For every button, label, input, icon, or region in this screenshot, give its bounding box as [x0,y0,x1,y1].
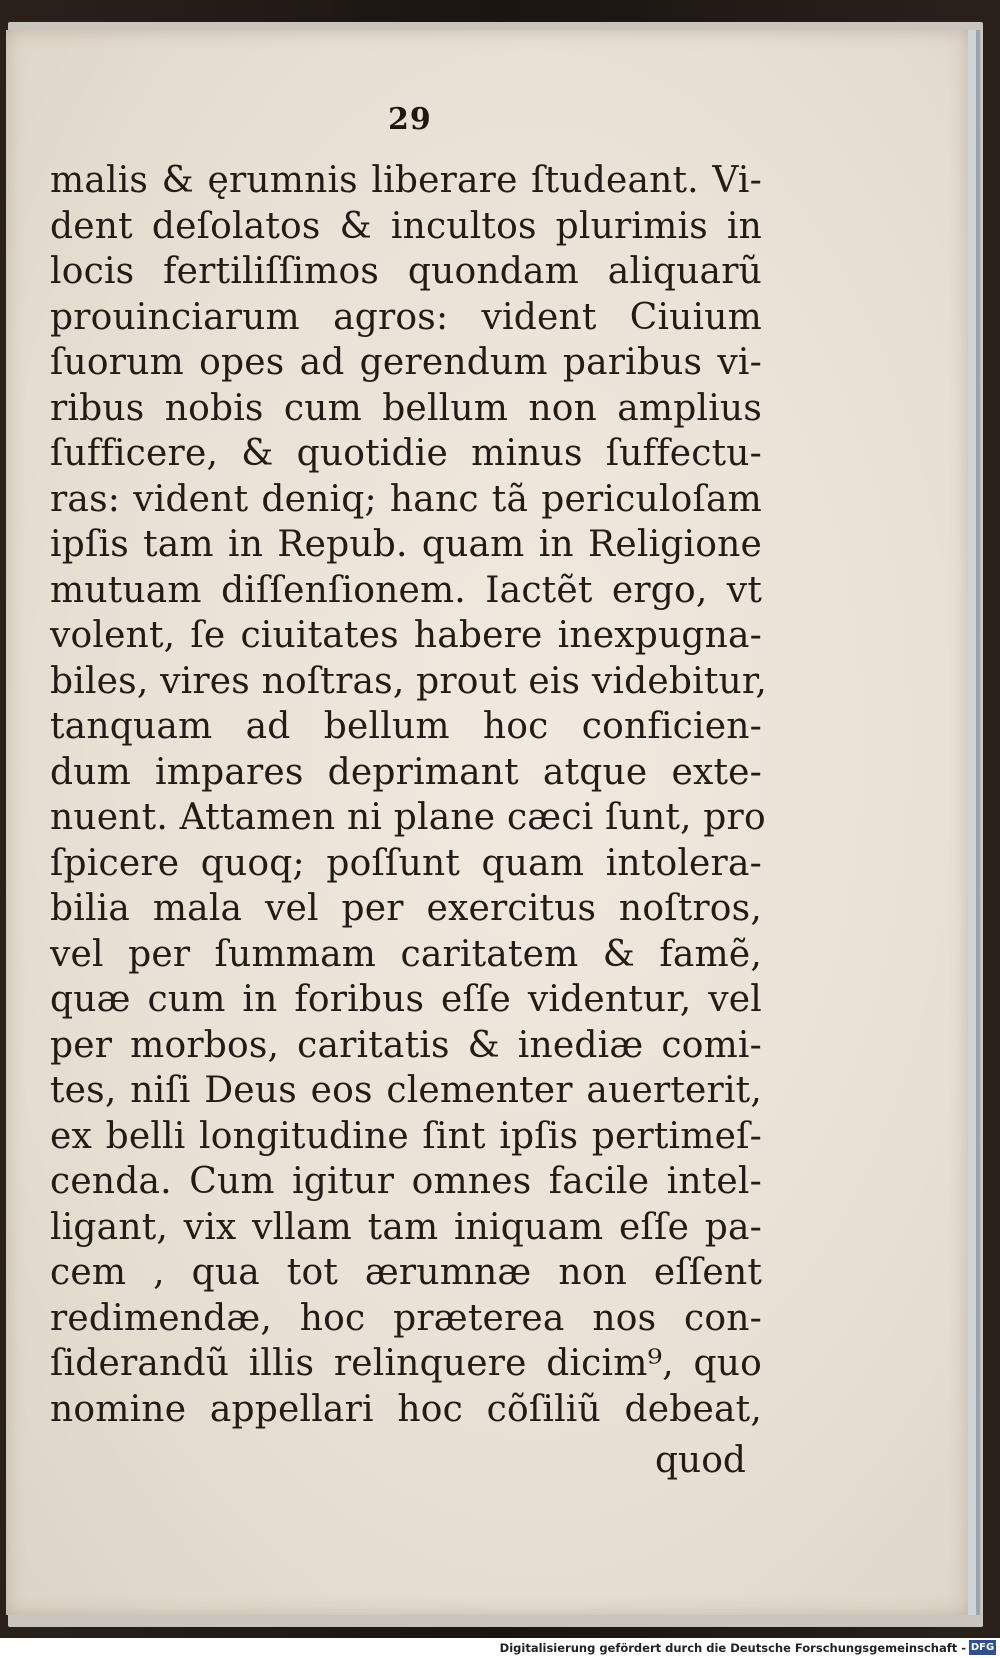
text-line: per morbos, caritatis & inediæ comi- [50,1024,762,1066]
text-line: prouinciarum agros: vident Ciuium [50,296,762,338]
text-line: nomine appellari hoc cõſiliũ debeat, [50,1388,762,1430]
text-line: cenda. Cum igitur omnes facile intel- [50,1161,762,1202]
text-line: tanquam ad bellum hoc conficien- [50,706,762,747]
text-line: dent deſolatos & incultos plurimis in [50,205,762,247]
text-line: nuent. Attamen ni plane cæci ſunt, pro [50,797,766,838]
text-line: tes, niſi Deus eos clementer auerterit, [50,1070,762,1111]
text-line: quæ cum in foribus eſſe videntur, vel [50,979,762,1020]
text-line: bilia mala vel per exercitus noſtros, [50,888,762,929]
page-number: 29 [388,102,432,137]
text-line: vel per ſummam caritatem & famẽ, [50,933,762,975]
footer-credit: Digitalisierung gefördert durch die Deutsche Forschungsgemeinschaft - [499,1641,966,1655]
text-line: biles, vires noſtras, prout eis videbitur, [50,660,767,702]
text-line: ribus nobis cum bellum non amplius [50,387,762,429]
text-line: malis & ęrumnis liberare ſtudeant. Vi- [50,160,762,201]
catchword: quod [655,1440,746,1481]
text-line: volent, ſe ciuitates habere inexpugna- [50,615,762,656]
text-line: ſuorum opes ad gerendum paribus vi- [50,342,762,383]
text-line: dum impares deprimant atque exte- [50,751,762,793]
text-line: locis fertiliſſimos quondam aliquarũ [50,251,762,292]
text-line: ex belli longitudine ſint ipſis pertimeſ- [50,1115,762,1157]
text-line: ſpicere quoq; poſſunt quam intolera- [50,842,762,884]
text-line: redimendæ, hoc præterea nos con- [50,1297,762,1339]
text-line: ras: vident deniq; hanc tã periculoſam [50,478,762,520]
text-line: ligant, vix vllam tam iniquam eſſe pa- [50,1206,762,1248]
text-line: ſufficere, & quotidie minus ſuffectu- [50,433,762,474]
dfg-logo: DFG [970,1642,995,1653]
text-line: cem , qua tot ærumnæ non eſſent [50,1252,762,1293]
text-line: ipſis tam in Repub. quam in Religione [50,524,762,565]
text-line: mutuam diſſenſionem. Iactẽt ergo, vt [50,569,762,611]
text-line: ſiderandũ illis relinquere dicim⁹, quo [50,1343,762,1384]
page-text [50,158,767,1432]
